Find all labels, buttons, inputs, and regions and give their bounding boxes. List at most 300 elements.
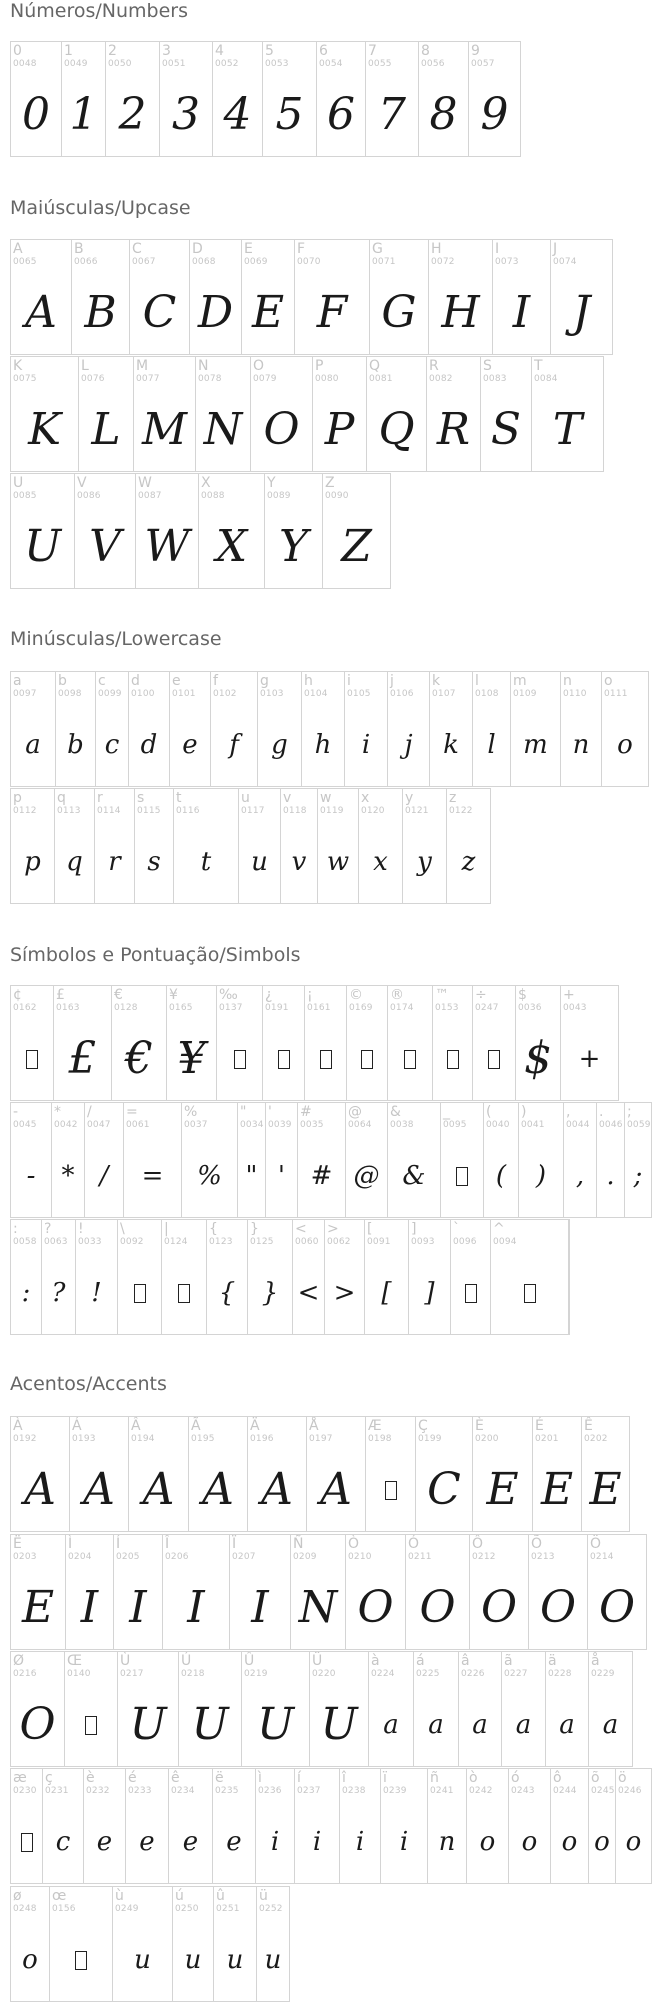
glyph-code-label: 0115 (137, 806, 161, 816)
glyph-sample: N (298, 1582, 338, 1633)
glyph-char-label: î (342, 1770, 346, 1786)
glyph-code-label: 0214 (590, 1552, 614, 1562)
glyph-cell-0084 (531, 356, 604, 472)
glyph-char-label: ] (411, 1221, 417, 1237)
glyph-char-label: I (495, 241, 500, 257)
glyph-code-label: 0035 (300, 1120, 324, 1130)
glyph-sample: a (515, 1710, 532, 1740)
glyph-cell-0206 (162, 1534, 230, 1650)
notdef-box-icon (305, 1024, 346, 1094)
glyph-code-label: 0216 (13, 1669, 37, 1679)
glyph-cell-0063 (41, 1219, 76, 1335)
glyph-code-label: 0091 (367, 1237, 391, 1247)
glyph-cell-0085 (10, 473, 75, 589)
glyph-cell-0231 (42, 1768, 84, 1884)
glyph-cell-0093 (408, 1219, 451, 1335)
glyph-cell-0239 (380, 1768, 428, 1884)
glyph-cell-0055 (365, 41, 419, 157)
glyph-char-label: g (260, 673, 269, 689)
glyph-cell-0212 (469, 1534, 529, 1650)
glyph-sample: v (291, 847, 307, 877)
glyph-code-label: 0123 (209, 1237, 233, 1247)
glyph-code-label: 0205 (116, 1552, 140, 1562)
glyph-char-label: H (431, 241, 442, 257)
glyph-sample: X (215, 521, 248, 572)
glyph-char-label: Ì (68, 1536, 73, 1552)
glyph-cell-0238 (339, 1768, 381, 1884)
glyph-sample: O (19, 1699, 56, 1750)
glyph-cell-0057 (468, 41, 521, 157)
glyph-char-label: å (591, 1653, 600, 1669)
glyph-char-label: À (13, 1418, 23, 1434)
glyph-sample: u (184, 1945, 202, 1975)
glyph-code-label: 0231 (45, 1786, 69, 1796)
glyph-sample: a (602, 1710, 619, 1740)
notdef-box-icon (465, 1284, 477, 1303)
glyph-sample: D (197, 287, 234, 338)
glyph-code-label: 0235 (215, 1786, 239, 1796)
glyph-sample: O (419, 1582, 456, 1633)
glyph-char-label: D (192, 241, 203, 257)
glyph-char-label: Ñ (293, 1536, 304, 1552)
notdef-box-icon (75, 1951, 87, 1970)
glyph-char-label: G (372, 241, 383, 257)
glyph-cell-0051 (159, 41, 213, 157)
glyph-cell-0126 (568, 1219, 570, 1335)
glyph-sample: C (427, 1464, 461, 1515)
glyph-code-label: 0093 (411, 1237, 435, 1247)
glyph-sample: e (139, 1827, 155, 1857)
glyph-char-label: \ (120, 1221, 125, 1237)
glyph-char-label: z (449, 790, 457, 806)
glyph-code-label: 0086 (77, 491, 101, 501)
glyph-char-label: Ç (418, 1418, 428, 1434)
glyph-code-label: 0033 (78, 1237, 102, 1247)
glyph-code-label: 0096 (453, 1237, 477, 1247)
glyph-code-label: 0195 (191, 1434, 215, 1444)
glyph-code-label: 0057 (471, 59, 495, 69)
glyph-char-label: Õ (531, 1536, 543, 1552)
glyph-char-label: ù (115, 1888, 124, 1904)
glyph-code-label: 0056 (421, 59, 445, 69)
section-title-2: Maiúsculas/Upcase (10, 197, 191, 219)
glyph-char-label: r (97, 790, 103, 806)
glyph-char-label: ú (175, 1888, 184, 1904)
glyph-char-label: ç (45, 1770, 53, 1786)
glyph-char-label: + (563, 987, 575, 1003)
glyph-sample: i (355, 1827, 365, 1857)
glyph-cell-0251 (213, 1886, 257, 2002)
glyph-code-label: 0118 (283, 806, 307, 816)
glyph-code-label: 0054 (319, 59, 343, 69)
glyph-code-label: 0122 (449, 806, 473, 816)
glyph-code-label: 0163 (56, 1003, 80, 1013)
notdef-box-icon (404, 1050, 416, 1069)
glyph-cell-0056 (418, 41, 469, 157)
glyph-char-label: £ (56, 987, 65, 1003)
glyph-char-label: ¥ (169, 987, 178, 1003)
glyph-code-label: 0036 (518, 1003, 542, 1013)
glyph-cell-0246 (615, 1768, 652, 1884)
glyph-cell-0119 (317, 788, 359, 904)
glyph-char-label: w (320, 790, 332, 806)
glyph-sample: a (25, 730, 41, 760)
glyph-char-label: n (563, 673, 572, 689)
glyph-sample: . (606, 1161, 615, 1191)
glyph-sample: A (25, 287, 57, 338)
glyph-cell-0203 (10, 1534, 66, 1650)
glyph-cell-0053 (262, 41, 317, 157)
glyph-code-label: 0247 (475, 1003, 499, 1013)
glyph-char-label: Ë (13, 1536, 22, 1552)
glyph-sample: U (191, 1699, 229, 1750)
glyph-sample: Z (341, 521, 372, 572)
glyph-code-label: 0053 (265, 59, 289, 69)
glyph-code-label: 0232 (86, 1786, 110, 1796)
glyph-char-label: } (250, 1221, 259, 1237)
glyph-code-label: 0102 (213, 689, 237, 699)
glyph-code-label: 0237 (297, 1786, 321, 1796)
glyph-code-label: 0055 (368, 59, 392, 69)
glyph-code-label: 0218 (181, 1669, 205, 1679)
glyph-char-label: 1 (64, 43, 73, 59)
glyph-char-label: e (172, 673, 181, 689)
glyph-cell-0107 (429, 671, 473, 787)
glyph-sample: - (26, 1161, 36, 1191)
glyph-code-label: 0165 (169, 1003, 193, 1013)
glyph-code-label: 0112 (13, 806, 37, 816)
glyph-char-label: Q (369, 358, 381, 374)
glyph-cell-0039 (265, 1102, 298, 1218)
glyph-char-label: Ú (181, 1653, 192, 1669)
glyph-code-label: 0088 (201, 491, 225, 501)
glyph-code-label: 0125 (250, 1237, 274, 1247)
glyph-char-label: Û (244, 1653, 255, 1669)
glyph-char-label: b (58, 673, 67, 689)
notdef-box-icon (451, 1258, 490, 1328)
glyph-cell-0227 (501, 1651, 546, 1767)
glyph-sample: H (441, 287, 480, 338)
glyph-sample: l (487, 730, 496, 760)
glyph-sample: A (83, 1464, 115, 1515)
glyph-sample: $ (524, 1033, 552, 1084)
glyph-cell-0125 (247, 1219, 293, 1335)
glyph-code-label: 0060 (295, 1237, 319, 1247)
glyph-code-label: 0072 (431, 257, 455, 267)
glyph-code-label: 0062 (327, 1237, 351, 1247)
glyph-cell-0069 (241, 239, 295, 355)
glyph-sample: & (402, 1161, 426, 1191)
glyph-sample: ¥ (177, 1033, 206, 1084)
glyph-cell-0249 (112, 1886, 173, 2002)
glyph-code-label: 0174 (390, 1003, 414, 1013)
glyph-cell-0062 (324, 1219, 365, 1335)
glyph-cell-0113 (54, 788, 95, 904)
glyph-char-label: í (297, 1770, 301, 1786)
glyph-char-label: c (98, 673, 106, 689)
glyph-code-label: 0217 (120, 1669, 144, 1679)
glyph-char-label: l (475, 673, 479, 689)
glyph-cell-0060 (292, 1219, 325, 1335)
glyph-code-label: 0224 (371, 1669, 395, 1679)
glyph-cell-0137 (216, 985, 263, 1101)
glyph-char-label: q (57, 790, 66, 806)
glyph-char-label: ö (618, 1770, 627, 1786)
glyph-char-label: Œ (67, 1653, 82, 1669)
glyph-cell-0111 (601, 671, 649, 787)
glyph-char-label: $ (518, 987, 527, 1003)
glyph-sample: t (200, 847, 212, 877)
glyph-cell-0252 (256, 1886, 290, 2002)
glyph-cell-0226 (458, 1651, 502, 1767)
glyph-char-label: à (371, 1653, 380, 1669)
glyph-code-label: 0128 (114, 1003, 138, 1013)
glyph-code-label: 0213 (531, 1552, 555, 1562)
glyph-code-label: 0101 (172, 689, 196, 699)
glyph-code-label: 0194 (131, 1434, 155, 1444)
glyph-char-label: u (241, 790, 250, 806)
glyph-sample: n (572, 730, 590, 760)
glyph-sample: U (256, 1699, 295, 1750)
glyph-char-label: ë (215, 1770, 224, 1786)
glyph-cell-0070 (294, 239, 370, 355)
glyph-sample: E (486, 1464, 519, 1515)
glyph-sample: I (512, 287, 531, 338)
notdef-box-icon (178, 1284, 190, 1303)
glyph-char-label: ã (504, 1653, 513, 1669)
glyph-code-label: 0067 (132, 257, 156, 267)
glyph-sample: O (357, 1582, 394, 1633)
glyph-cell-0076 (78, 356, 134, 472)
glyph-cell-0210 (345, 1534, 406, 1650)
glyph-sample: o (617, 730, 633, 760)
glyph-char-label: < (295, 1221, 307, 1237)
glyph-code-label: 0083 (483, 374, 507, 384)
glyph-cell-0083 (480, 356, 532, 472)
notdef-box-icon (473, 1024, 515, 1094)
glyph-cell-0098 (55, 671, 96, 787)
glyph-char-label: { (209, 1221, 218, 1237)
glyph-cell-0104 (301, 671, 345, 787)
glyph-code-label: 0070 (297, 257, 321, 267)
glyph-code-label: 0116 (176, 806, 200, 816)
glyph-code-label: 0065 (13, 257, 37, 267)
glyph-cell-0248 (10, 1886, 50, 2002)
glyph-sample: w (326, 847, 350, 877)
glyph-code-label: 0193 (72, 1434, 96, 1444)
glyph-sample: @ (353, 1161, 380, 1191)
glyph-sample: M (141, 404, 188, 455)
glyph-sample: u (264, 1945, 282, 1975)
glyph-cell-0090 (322, 473, 391, 589)
glyph-char-label: Y (267, 475, 276, 491)
glyph-sample: } (261, 1278, 279, 1308)
glyph-code-label: 0084 (534, 374, 558, 384)
glyph-code-label: 0042 (54, 1120, 78, 1130)
glyph-sample: O (263, 404, 300, 455)
glyph-char-label: ¡ (307, 987, 313, 1003)
glyph-sample: L (91, 404, 121, 455)
glyph-char-label: Ä (250, 1418, 260, 1434)
glyph-char-label: = (126, 1104, 138, 1120)
glyph-cell-0114 (94, 788, 135, 904)
glyph-char-label: > (327, 1221, 339, 1237)
glyph-code-label: 0206 (165, 1552, 189, 1562)
glyph-char-label: , (566, 1104, 571, 1120)
glyph-char-label: ® (390, 987, 404, 1003)
glyph-code-label: 0250 (175, 1904, 199, 1914)
glyph-sample: P (324, 404, 355, 455)
glyph-cell-0191 (262, 985, 305, 1101)
glyph-char-label: Ó (408, 1536, 420, 1552)
glyph-cell-0059 (624, 1102, 652, 1218)
glyph-cell-0124 (161, 1219, 207, 1335)
glyph-cell-0043 (560, 985, 619, 1101)
glyph-sample: Y (278, 521, 309, 572)
glyph-char-label: Ù (120, 1653, 131, 1669)
section-title-5: Acentos/Accents (10, 1373, 167, 1395)
glyph-char-label: é (128, 1770, 137, 1786)
notdef-box-icon (234, 1050, 246, 1069)
notdef-box-icon (524, 1284, 536, 1303)
glyph-cell-0197 (306, 1416, 366, 1532)
glyph-code-label: 0207 (232, 1552, 256, 1562)
glyph-sample: A (202, 1464, 234, 1515)
glyph-char-label: O (253, 358, 265, 374)
glyph-sample: 1 (69, 89, 98, 140)
glyph-cell-0195 (188, 1416, 248, 1532)
glyph-sample: F (316, 287, 348, 338)
glyph-char-label: æ (13, 1770, 27, 1786)
glyph-cell-0202 (581, 1416, 630, 1532)
glyph-char-label: õ (591, 1770, 600, 1786)
glyph-cell-0077 (133, 356, 196, 472)
glyph-sample: c (55, 1827, 71, 1857)
glyph-cell-0247 (472, 985, 516, 1101)
glyph-code-label: 0085 (13, 491, 37, 501)
glyph-cell-0110 (560, 671, 602, 787)
glyph-code-label: 0081 (369, 374, 393, 384)
glyph-char-label: 3 (162, 43, 171, 59)
glyph-char-label: [ (367, 1221, 373, 1237)
glyph-code-label: 0097 (13, 689, 37, 699)
glyph-sample: 9 (480, 89, 509, 140)
glyph-char-label: F (297, 241, 306, 257)
glyph-sample: € (125, 1033, 153, 1084)
glyph-code-label: 0107 (432, 689, 456, 699)
glyph-cell-0038 (387, 1102, 441, 1218)
glyph-sample: i (270, 1827, 280, 1857)
glyph-sample: a (559, 1710, 575, 1740)
glyph-cell-0074 (550, 239, 613, 355)
glyph-cell-0037 (181, 1102, 238, 1218)
glyph-cell-0052 (212, 41, 263, 157)
glyph-cell-0122 (446, 788, 491, 904)
glyph-sample: 6 (327, 89, 355, 140)
glyph-code-label: 0078 (198, 374, 222, 384)
glyph-code-label: 0046 (599, 1120, 623, 1130)
glyph-char-label: ; (627, 1104, 632, 1120)
glyph-code-label: 0037 (184, 1120, 208, 1130)
glyph-char-label: 7 (368, 43, 377, 59)
glyph-char-label: © (349, 987, 363, 1003)
section-title-1: Números/Numbers (10, 0, 188, 22)
glyph-char-label: Á (72, 1418, 82, 1434)
glyph-char-label: Â (131, 1418, 141, 1434)
glyph-sample: B (84, 287, 117, 338)
glyph-sample: E (589, 1464, 622, 1515)
glyph-cell-0233 (125, 1768, 169, 1884)
glyph-cell-0099 (95, 671, 129, 787)
glyph-char-label: ` (453, 1221, 460, 1237)
glyph-sample: r (108, 847, 121, 877)
glyph-sample: d (140, 730, 158, 760)
glyph-char-label: T (534, 358, 543, 374)
glyph-sample: ) (535, 1161, 547, 1191)
glyph-cell-0081 (366, 356, 427, 472)
glyph-sample: a (428, 1710, 444, 1740)
glyph-sample: J (572, 287, 591, 338)
notdef-box-icon (26, 1050, 38, 1069)
notdef-box-icon (433, 1024, 472, 1094)
glyph-cell-0094 (490, 1219, 569, 1335)
glyph-sample: b (67, 730, 84, 760)
glyph-code-label: 0099 (98, 689, 122, 699)
glyph-sample: p (24, 847, 41, 877)
notdef-box-icon (65, 1690, 117, 1760)
glyph-code-label: 0061 (126, 1120, 150, 1130)
glyph-code-label: 0059 (627, 1120, 651, 1130)
glyph-code-label: 0047 (87, 1120, 111, 1130)
glyph-code-label: 0113 (57, 806, 81, 816)
glyph-code-label: 0192 (13, 1434, 37, 1444)
glyph-sample: 3 (172, 89, 200, 140)
glyph-sample: " (245, 1161, 258, 1191)
glyph-code-label: 0169 (349, 1003, 373, 1013)
glyph-char-label: h (304, 673, 313, 689)
glyph-char-label: 5 (265, 43, 274, 59)
glyph-cell-0061 (123, 1102, 182, 1218)
glyph-cell-0075 (10, 356, 79, 472)
glyph-cell-0066 (71, 239, 130, 355)
glyph-code-label: 0252 (259, 1904, 283, 1914)
glyph-sample: a (472, 1710, 488, 1740)
glyph-cell-0102 (210, 671, 258, 787)
glyph-cell-0112 (10, 788, 55, 904)
glyph-code-label: 0094 (493, 1237, 517, 1247)
glyph-cell-0207 (229, 1534, 291, 1650)
notdef-box-icon (447, 1050, 459, 1069)
glyph-cell-0103 (257, 671, 302, 787)
glyph-char-label: . (599, 1104, 604, 1120)
glyph-char-label: a (13, 673, 22, 689)
glyph-cell-0036 (515, 985, 561, 1101)
glyph-cell-0163 (53, 985, 112, 1101)
glyph-code-label: 0071 (372, 257, 396, 267)
glyph-cell-0040 (483, 1102, 519, 1218)
glyph-code-label: 0156 (52, 1904, 76, 1914)
notdef-box-icon (162, 1258, 206, 1328)
glyph-cell-0193 (69, 1416, 129, 1532)
glyph-code-label: 0039 (268, 1120, 292, 1130)
glyph-code-label: 0239 (383, 1786, 407, 1796)
glyph-char-label: É (535, 1418, 544, 1434)
glyph-cell-0049 (61, 41, 106, 157)
glyph-code-label: 0220 (312, 1669, 336, 1679)
glyph-cell-0229 (588, 1651, 633, 1767)
glyph-char-label: ( (486, 1104, 492, 1120)
glyph-code-label: 0095 (443, 1120, 467, 1130)
